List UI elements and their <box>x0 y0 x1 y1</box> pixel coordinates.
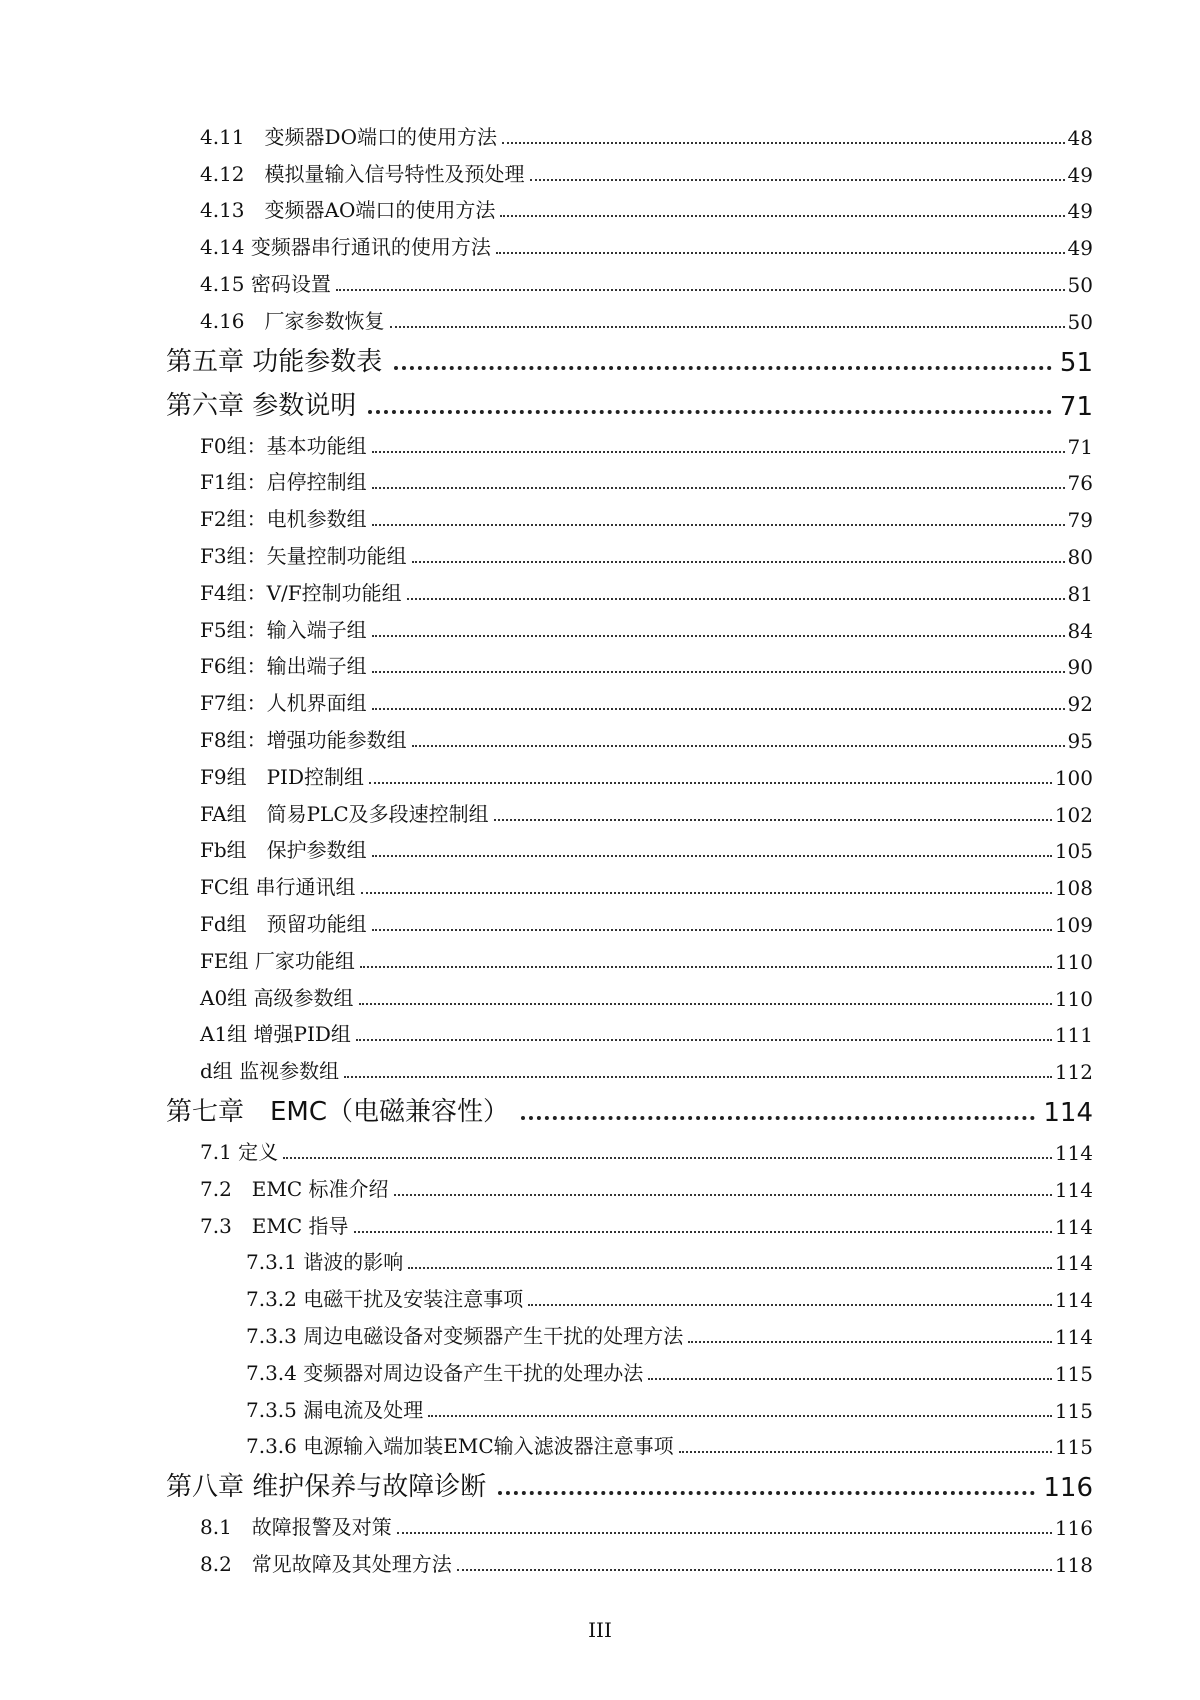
toc-entry-title: F1组：启停控制组 <box>200 470 367 495</box>
toc-entry[interactable] <box>200 606 1093 643</box>
toc-entry-page: 71 <box>1067 434 1093 459</box>
toc-entry-page: 114 <box>1054 1177 1093 1202</box>
toc-entry-page: 112 <box>1054 1060 1093 1085</box>
toc-entry-title: A0组 高级参数组 <box>200 985 354 1010</box>
toc-entry-title: 4.13 变频器AO端口的使用方法 <box>200 198 496 223</box>
toc-entry-page: 116 <box>1054 1516 1093 1541</box>
toc-chapter-entry[interactable] <box>166 1084 1093 1128</box>
toc-entry-page: 114 <box>1054 1251 1093 1276</box>
dot-leader <box>412 745 1065 747</box>
dot-leader <box>494 819 1052 821</box>
toc-entry[interactable] <box>200 297 1093 334</box>
toc-entry[interactable] <box>200 937 1093 974</box>
toc-entry-title: FC组 串行通讯组 <box>200 875 356 900</box>
toc-entry[interactable] <box>200 150 1093 187</box>
toc-entry-title: 4.16 厂家参数恢复 <box>200 308 385 333</box>
toc-entry-title: 7.3.3 周边电磁设备对变频器产生干扰的处理方法 <box>246 1323 684 1348</box>
dot-leader <box>368 410 1052 414</box>
toc-entry-page: 115 <box>1054 1435 1093 1460</box>
toc-entry-title: 4.15 密码设置 <box>200 271 331 296</box>
toc-entry-title: F8组：增强功能参数组 <box>200 727 407 752</box>
dot-leader <box>390 326 1065 328</box>
toc-entry-page: 109 <box>1054 912 1093 937</box>
dot-leader <box>412 561 1065 563</box>
toc-entry-title: d组 监视参数组 <box>200 1059 340 1084</box>
toc-entry-page: 80 <box>1067 544 1093 569</box>
dot-leader <box>369 782 1052 784</box>
toc-entry-title: F0组：基本功能组 <box>200 433 367 458</box>
toc-entry-title: F7组：人机界面组 <box>200 691 367 716</box>
toc-entry-title: Fd组 预留功能组 <box>200 911 367 936</box>
toc-entry-page: 114 <box>1054 1324 1093 1349</box>
toc-entry[interactable] <box>200 187 1093 224</box>
toc-entry-page: 114 <box>1054 1288 1093 1313</box>
toc-entry-page: 116 <box>1043 1473 1093 1504</box>
toc-entry[interactable] <box>246 1386 1093 1423</box>
toc-entry-page: 49 <box>1067 162 1093 187</box>
toc-entry[interactable] <box>200 753 1093 790</box>
dot-leader <box>344 1076 1052 1078</box>
toc-entry-title: 第七章 EMC（电磁兼容性） <box>166 1097 510 1128</box>
toc-entry-page: 51 <box>1059 347 1093 378</box>
dot-leader <box>372 635 1065 637</box>
dot-leader <box>394 366 1052 370</box>
toc-entry[interactable] <box>200 532 1093 569</box>
dot-leader <box>530 179 1065 181</box>
toc-entry-page: 114 <box>1054 1140 1093 1165</box>
toc-entry-page: 105 <box>1054 839 1093 864</box>
toc-entry[interactable] <box>200 1202 1093 1239</box>
toc-entry[interactable] <box>200 1503 1093 1540</box>
toc-entry-page: 49 <box>1067 199 1093 224</box>
toc-entry[interactable] <box>246 1423 1093 1460</box>
dot-leader <box>496 252 1065 254</box>
toc-entry[interactable] <box>200 863 1093 900</box>
toc-entry-page: 50 <box>1067 272 1093 297</box>
toc-entry-page: 49 <box>1067 236 1093 261</box>
toc-entry[interactable] <box>200 1540 1093 1577</box>
toc-entry-title: A1组 增强PID组 <box>200 1022 351 1047</box>
toc-entry-title: F3组：矢量控制功能组 <box>200 543 407 568</box>
toc-entry-page: 95 <box>1067 728 1093 753</box>
toc-entry[interactable] <box>200 716 1093 753</box>
toc-entry-title: F6组：输出端子组 <box>200 654 367 679</box>
toc-entry-page: 90 <box>1067 655 1093 680</box>
toc-entry-title: 4.12 模拟量输入信号特性及预处理 <box>200 161 525 186</box>
toc-entry-page: 48 <box>1067 125 1093 150</box>
toc-entry[interactable] <box>200 459 1093 496</box>
dot-leader <box>372 671 1065 673</box>
toc-entry[interactable] <box>246 1312 1093 1349</box>
toc-chapter-entry[interactable] <box>166 378 1093 422</box>
toc-entry-page: 114 <box>1043 1098 1093 1129</box>
toc-entry-title: 第五章 功能参数表 <box>166 346 383 377</box>
toc-entry-title: 7.3.2 电磁干扰及安装注意事项 <box>246 1287 524 1312</box>
table-of-contents <box>0 113 1200 1577</box>
toc-entry-title: 7.3.1 谐波的影响 <box>246 1250 404 1275</box>
toc-chapter-entry[interactable] <box>166 1459 1093 1503</box>
toc-entry[interactable] <box>200 974 1093 1011</box>
toc-entry[interactable] <box>200 790 1093 827</box>
toc-entry-page: 114 <box>1054 1214 1093 1239</box>
toc-entry[interactable] <box>200 1128 1093 1165</box>
toc-entry-title: F9组 PID控制组 <box>200 764 364 789</box>
dot-leader <box>500 215 1064 217</box>
toc-entry-title: 第六章 参数说明 <box>166 390 357 421</box>
toc-entry[interactable] <box>200 495 1093 532</box>
toc-entry-page: 110 <box>1054 986 1093 1011</box>
dot-leader <box>336 289 1065 291</box>
dot-leader <box>407 598 1065 600</box>
toc-entry-page: 118 <box>1054 1552 1093 1577</box>
toc-entry[interactable] <box>200 900 1093 937</box>
toc-entry-page: 84 <box>1067 618 1093 643</box>
toc-entry-page: 115 <box>1054 1361 1093 1386</box>
dot-leader <box>372 451 1065 453</box>
toc-entry-page: 102 <box>1054 802 1093 827</box>
toc-entry-title: 8.2 常见故障及其处理方法 <box>200 1551 452 1576</box>
toc-entry[interactable] <box>246 1239 1093 1276</box>
toc-entry[interactable] <box>200 1165 1093 1202</box>
toc-entry-page: 50 <box>1067 309 1093 334</box>
dot-leader <box>372 929 1052 931</box>
toc-entry-page: 76 <box>1067 471 1093 496</box>
dot-leader <box>360 966 1052 968</box>
toc-entry-page: 108 <box>1054 876 1093 901</box>
toc-entry-title: 4.14 变频器串行通讯的使用方法 <box>200 235 491 260</box>
dot-leader <box>688 1341 1052 1343</box>
dot-leader <box>394 1194 1052 1196</box>
toc-entry-title: F2组：电机参数组 <box>200 507 367 532</box>
toc-entry[interactable] <box>200 1011 1093 1048</box>
toc-entry[interactable] <box>246 1349 1093 1386</box>
toc-entry[interactable] <box>200 1047 1093 1084</box>
dot-leader <box>457 1569 1052 1571</box>
dot-leader <box>528 1304 1052 1306</box>
toc-entry[interactable] <box>200 223 1093 260</box>
toc-entry-title: 7.2 EMC 标准介绍 <box>200 1176 389 1201</box>
dot-leader <box>356 1039 1052 1041</box>
toc-entry[interactable] <box>200 569 1093 606</box>
dot-leader <box>359 1003 1052 1005</box>
toc-entry[interactable] <box>200 679 1093 716</box>
toc-entry-title: 第八章 维护保养与故障诊断 <box>166 1472 487 1503</box>
toc-entry-page: 111 <box>1054 1023 1093 1048</box>
toc-entry[interactable] <box>200 113 1093 150</box>
toc-entry-page: 79 <box>1067 508 1093 533</box>
dot-leader <box>283 1157 1052 1159</box>
toc-chapter-entry[interactable] <box>166 334 1093 378</box>
toc-entry-page: 71 <box>1059 391 1093 422</box>
toc-entry[interactable] <box>200 260 1093 297</box>
dot-leader <box>679 1451 1052 1453</box>
dot-leader <box>521 1116 1035 1120</box>
toc-entry-title: 7.3 EMC 指导 <box>200 1213 349 1238</box>
toc-entry-title: 7.1 定义 <box>200 1139 279 1164</box>
dot-leader <box>408 1267 1052 1269</box>
dot-leader <box>354 1231 1052 1233</box>
toc-entry-title: 4.11 变频器DO端口的使用方法 <box>200 124 497 149</box>
dot-leader <box>397 1532 1052 1534</box>
dot-leader <box>372 487 1065 489</box>
toc-entry[interactable] <box>246 1275 1093 1312</box>
toc-entry-title: FA组 简易PLC及多段速控制组 <box>200 801 489 826</box>
dot-leader <box>372 708 1065 710</box>
toc-entry[interactable] <box>200 422 1093 459</box>
toc-entry-title: 7.3.6 电源输入端加装EMC输入滤波器注意事项 <box>246 1434 674 1459</box>
toc-entry-title: Fb组 保护参数组 <box>200 838 367 863</box>
toc-entry-title: 8.1 故障报警及对策 <box>200 1515 392 1540</box>
toc-entry-page: 92 <box>1067 692 1093 717</box>
toc-entry-title: 7.3.4 变频器对周边设备产生干扰的处理办法 <box>246 1360 644 1385</box>
dot-leader <box>502 142 1065 144</box>
toc-entry-title: 7.3.5 漏电流及处理 <box>246 1397 424 1422</box>
toc-entry-page: 81 <box>1067 581 1093 606</box>
dot-leader <box>372 524 1065 526</box>
dot-leader <box>648 1378 1052 1380</box>
toc-entry-page: 115 <box>1054 1398 1093 1423</box>
toc-entry-title: F4组：V/F控制功能组 <box>200 580 402 605</box>
dot-leader <box>428 1415 1052 1417</box>
toc-entry-page: 110 <box>1054 949 1093 974</box>
toc-entry[interactable] <box>200 827 1093 864</box>
dot-leader <box>372 855 1052 857</box>
toc-entry-title: FE组 厂家功能组 <box>200 948 355 973</box>
toc-entry-title: F5组：输入端子组 <box>200 617 367 642</box>
page-number: III <box>588 1618 612 1642</box>
dot-leader <box>361 892 1052 894</box>
toc-entry-page: 100 <box>1054 765 1093 790</box>
toc-entry[interactable] <box>200 643 1093 680</box>
dot-leader <box>498 1491 1035 1495</box>
